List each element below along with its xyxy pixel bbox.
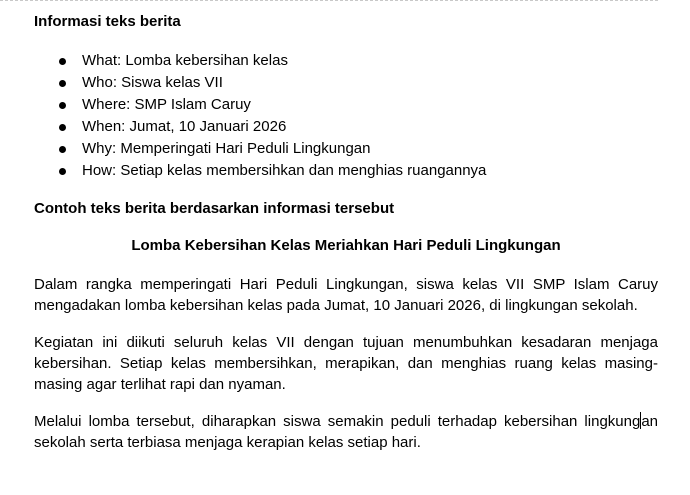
list-item bbox=[34, 116, 658, 138]
bullet-text: When: Jumat, 10 Januari 2026 bbox=[82, 118, 287, 135]
bullet-text: What: Lomba kebersihan kelas bbox=[82, 52, 288, 69]
bullet-dot-icon bbox=[59, 80, 66, 87]
article-paragraph-3 bbox=[34, 411, 658, 453]
section-heading-info: Informasi teks berita bbox=[34, 13, 181, 30]
bullet-dot-icon bbox=[59, 58, 66, 65]
bullet-text: Why: Memperingati Hari Peduli Lingkungan bbox=[82, 140, 371, 157]
article-title: Lomba Kebersihan Kelas Meriahkan Hari Peduli Lingkungan bbox=[131, 237, 561, 254]
article-paragraph-2: Kegiatan ini diikuti seluruh kelas VII dengan tujuan menumbuhkan kesadaran menjaga kebersihan. Setiap kelas membersihkan, merapikan, dan menghias ruang kelas masing-masing agar terlihat rapi dan nyaman. bbox=[34, 334, 658, 393]
article-paragraph-1: Dalam rangka memperingati Hari Peduli Lingkungan, siswa kelas VII SMP Islam Caruy mengadakan lomba kebersihan kelas pada Jumat, 10 Januari 2026, di lingkungan sekolah. bbox=[34, 276, 658, 314]
list-item bbox=[34, 160, 658, 182]
list-item bbox=[34, 94, 658, 116]
bullet-dot-icon bbox=[59, 168, 66, 175]
paragraph-text-after-cursor: an sekolah serta terbiasa menjaga kerapian kelas setiap hari. bbox=[34, 413, 658, 451]
document-body[interactable] bbox=[34, 11, 658, 453]
list-item bbox=[34, 50, 658, 72]
bullet-dot-icon bbox=[59, 124, 66, 131]
bullet-dot-icon bbox=[59, 102, 66, 109]
page-top-border bbox=[0, 0, 658, 1]
bullet-text: How: Setiap kelas membersihkan dan menghias ruangannya bbox=[82, 162, 487, 179]
section-heading-example: Contoh teks berita berdasarkan informasi tersebut bbox=[34, 200, 395, 217]
bullet-dot-icon bbox=[59, 146, 66, 153]
bullet-text: Who: Siswa kelas VII bbox=[82, 74, 223, 91]
paragraph-text-before-cursor: Melalui lomba tersebut, diharapkan siswa semakin peduli terhadap kebersihan lingkung bbox=[34, 413, 641, 430]
list-item bbox=[34, 138, 658, 160]
bullet-text: Where: SMP Islam Caruy bbox=[82, 96, 251, 113]
info-bullet-list bbox=[34, 50, 658, 182]
list-item bbox=[34, 72, 658, 94]
